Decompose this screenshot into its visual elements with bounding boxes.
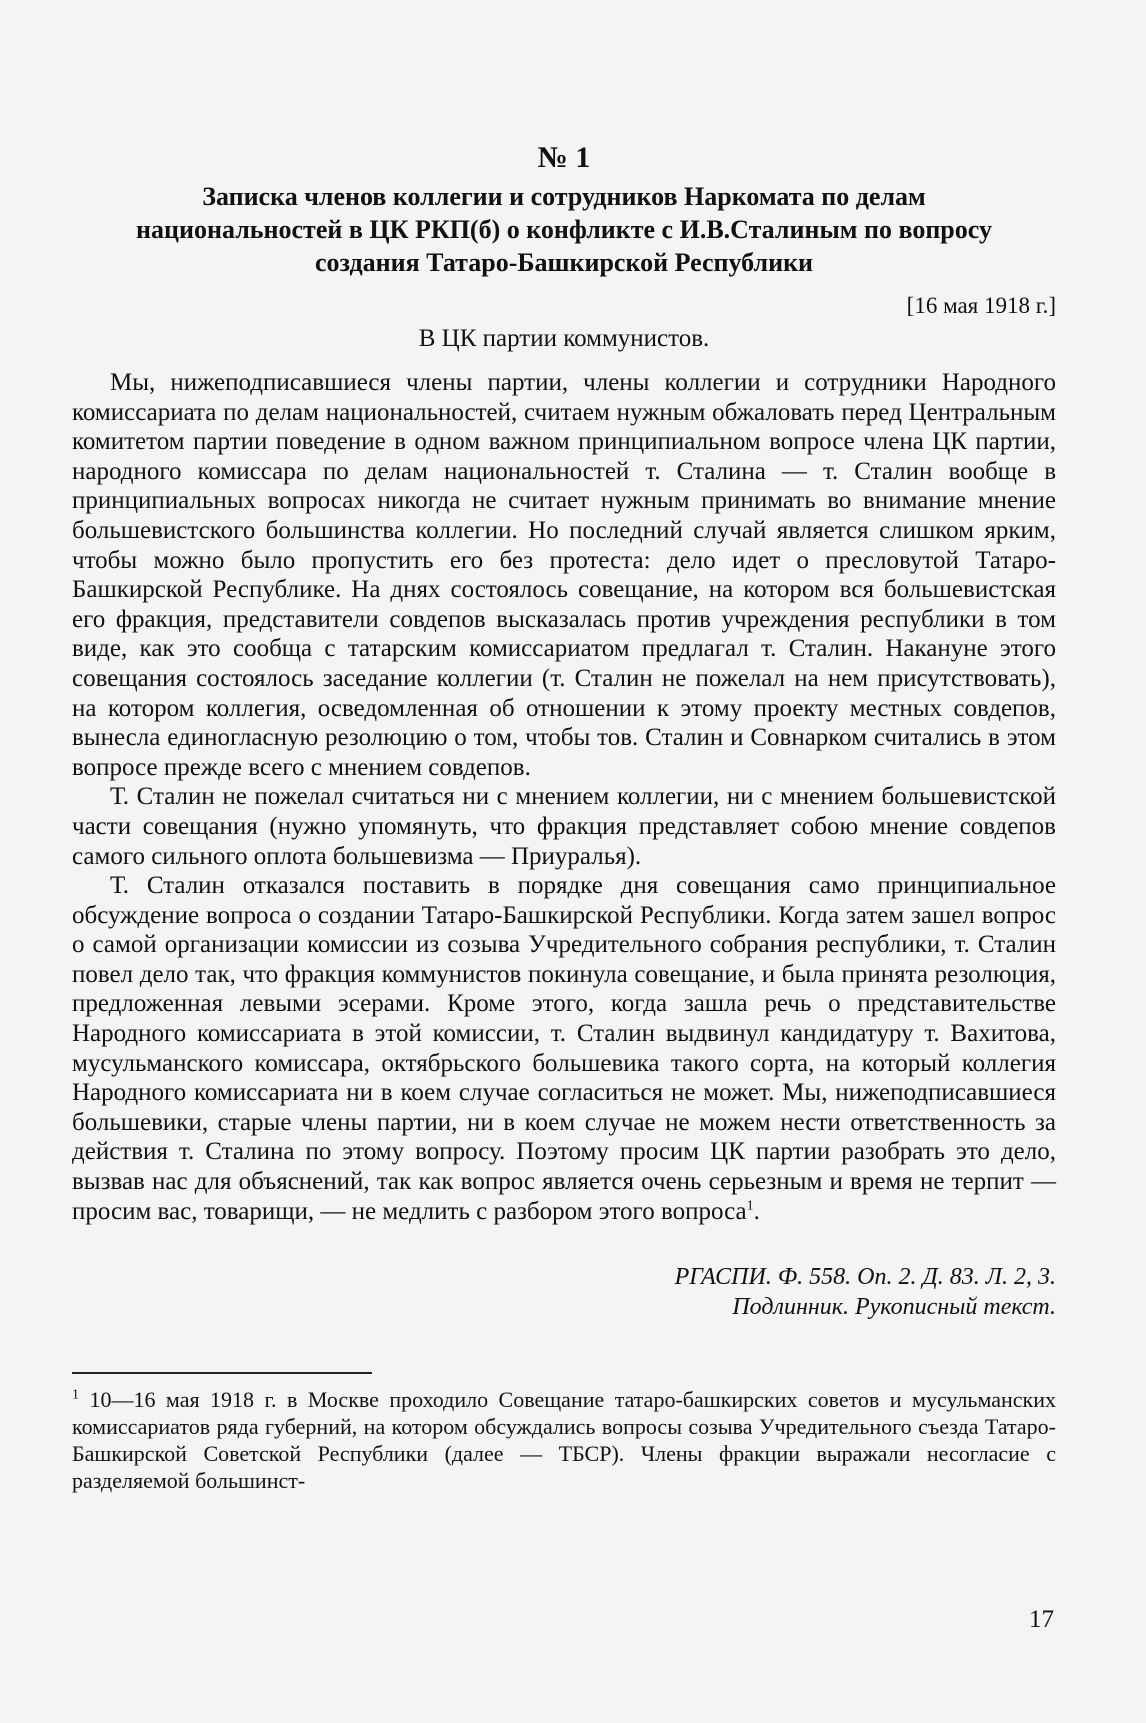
archive-reference-block: [72, 1262, 1056, 1322]
document-number: № 1: [537, 141, 591, 174]
body-paragraph-2: Т. Сталин не пожелал считаться ни с мнением коллегии, ни с мнением большевистской части совещания (нужно упомянуть, что фракция представляет собою мнение совдепов самого сильного оплота большевизма — Приуралья).: [72, 783, 1056, 870]
body-paragraph-1: Мы, нижеподписавшиеся члены партии, члены коллегии и сотрудники Народного комиссариата по делам национальностей, считаем нужным обжаловать перед Центральным комитетом партии поведение в одном важном принципиальном вопросе члена ЦК партии, народного комиссара по делам национальностей т. Сталина — т. Сталин вообще в принципиальных вопросах никогда не считает нужным принимать во внимание мнение большевистского большинства коллегии. Но последний случай является слишком ярким, чтобы можно было пропустить его без протеста: дело идет о пресловутой Татаро-Башкирской Республике. На днях состоялось совещание, на котором вся большевистская его фракция, представители совдепов высказалась против учреждения республики в том виде, как это сообща с татарским комиссариатом предлагал т. Сталин. Накануне этого совещания состоялось заседание коллегии (т. Сталин не пожелал на нем присутствовать), на котором коллегия, осведомленная об отношении к этому проекту местных совдепов, вынесла единогласную резолюцию о том, чтобы тов. Сталин и Совнарком считались в этом вопросе прежде всего с мнением совдепов.: [72, 369, 1056, 781]
footnote-marker: 1: [72, 1387, 79, 1403]
document-body: [72, 368, 1056, 1226]
page-number: 17: [1029, 1606, 1054, 1633]
footnote-text: 10—16 мая 1918 г. в Москве проходило Совещание татаро-башкирских советов и мусульманских комиссариатов ряда губерний, на котором обсуждались вопросы созыва Учредительного съезда Татаро-Башкирской Советской Республики (далее — ТБСР). Члены фракции выражали несогласие с разделяемой большинст-: [72, 1387, 1056, 1494]
document-date: [16 мая 1918 г.]: [906, 293, 1056, 318]
footnote: [72, 1386, 1056, 1494]
addressee: В ЦК партии коммунистов.: [418, 325, 710, 352]
footnote-divider: [72, 1372, 372, 1374]
body-paragraph-3: Т. Сталин отказался поставить в порядке дня совещания само принципиальное обсуждение вопроса о создании Татаро-Башкирской Республики. Когда затем зашел вопрос о самой организации комиссии из созыва Учредительного собрания республики, т. Сталин повел дело так, что фракция коммунистов покинула совещание, и была принята резолюция, предложенная левыми эсерами. Кроме этого, когда зашла речь о представительстве Народного комиссариата в этой комиссии, т. Сталин выдвинул кандидатуру т. Вахитова, мусульманского комиссара, октябрьского большевика такого сорта, на который коллегия Народного комиссариата ни в коем случае согласиться не может. Мы, нижеподписавшиеся большевики, старые члены партии, ни в коем случае не можем нести ответственность за действия т. Сталина по этому вопросу. Поэтому просим ЦК партии разобрать это дело, вызвав нас для объяснений, так как вопрос является очень серьезным и время не терпит — просим вас, товарищи, — не медлить с разбором этого вопроса$^1$.: [72, 872, 1056, 1225]
body-paragraph-3-text: Т. Сталин отказался поставить в порядке дня совещания само принципиальное обсуждение вопроса о создании Татаро-Башкирской Республики. Когда затем зашел вопрос о самой организации комиссии из созыва Учредительного собрания республики, т. Сталин повел дело так, что фракция коммунистов покинула совещание, и была принята резолюция, предложенная левыми эсерами. Кроме этого, когда зашла речь о представительстве Народного комиссариата в этой комиссии, т. Сталин выдвинул кандидатуру т. Вахитова, мусульманского комиссара, октябрьского большевика такого сорта, на который коллегия Народного комиссариата ни в коем случае согласиться не может. Мы, нижеподписавшиеся большевики, старые члены партии, ни в коем случае не можем нести ответственность за действия т. Сталина по этому вопросу. Поэтому просим ЦК партии разобрать это дело, вызвав нас для объяснений, так как вопрос является очень серьезным и время не терпит — просим вас, товарищи, — не медлить с разбором этого вопроса: [72, 872, 1056, 1225]
archive-note: Подлинник. Рукописный текст.: [732, 1294, 1056, 1321]
document-title: Записка членов коллегии и сотрудников Наркомата по делам национальностей в ЦК РКП(б) о конфликте с И.В.Сталиным по вопросу создания Татаро-Башкирской Республики: [136, 182, 992, 277]
footnote-reference: 1: [746, 1198, 754, 1214]
archive-reference: РГАСПИ. Ф. 558. Оп. 2. Д. 83. Л. 2, 3.: [674, 1264, 1056, 1291]
